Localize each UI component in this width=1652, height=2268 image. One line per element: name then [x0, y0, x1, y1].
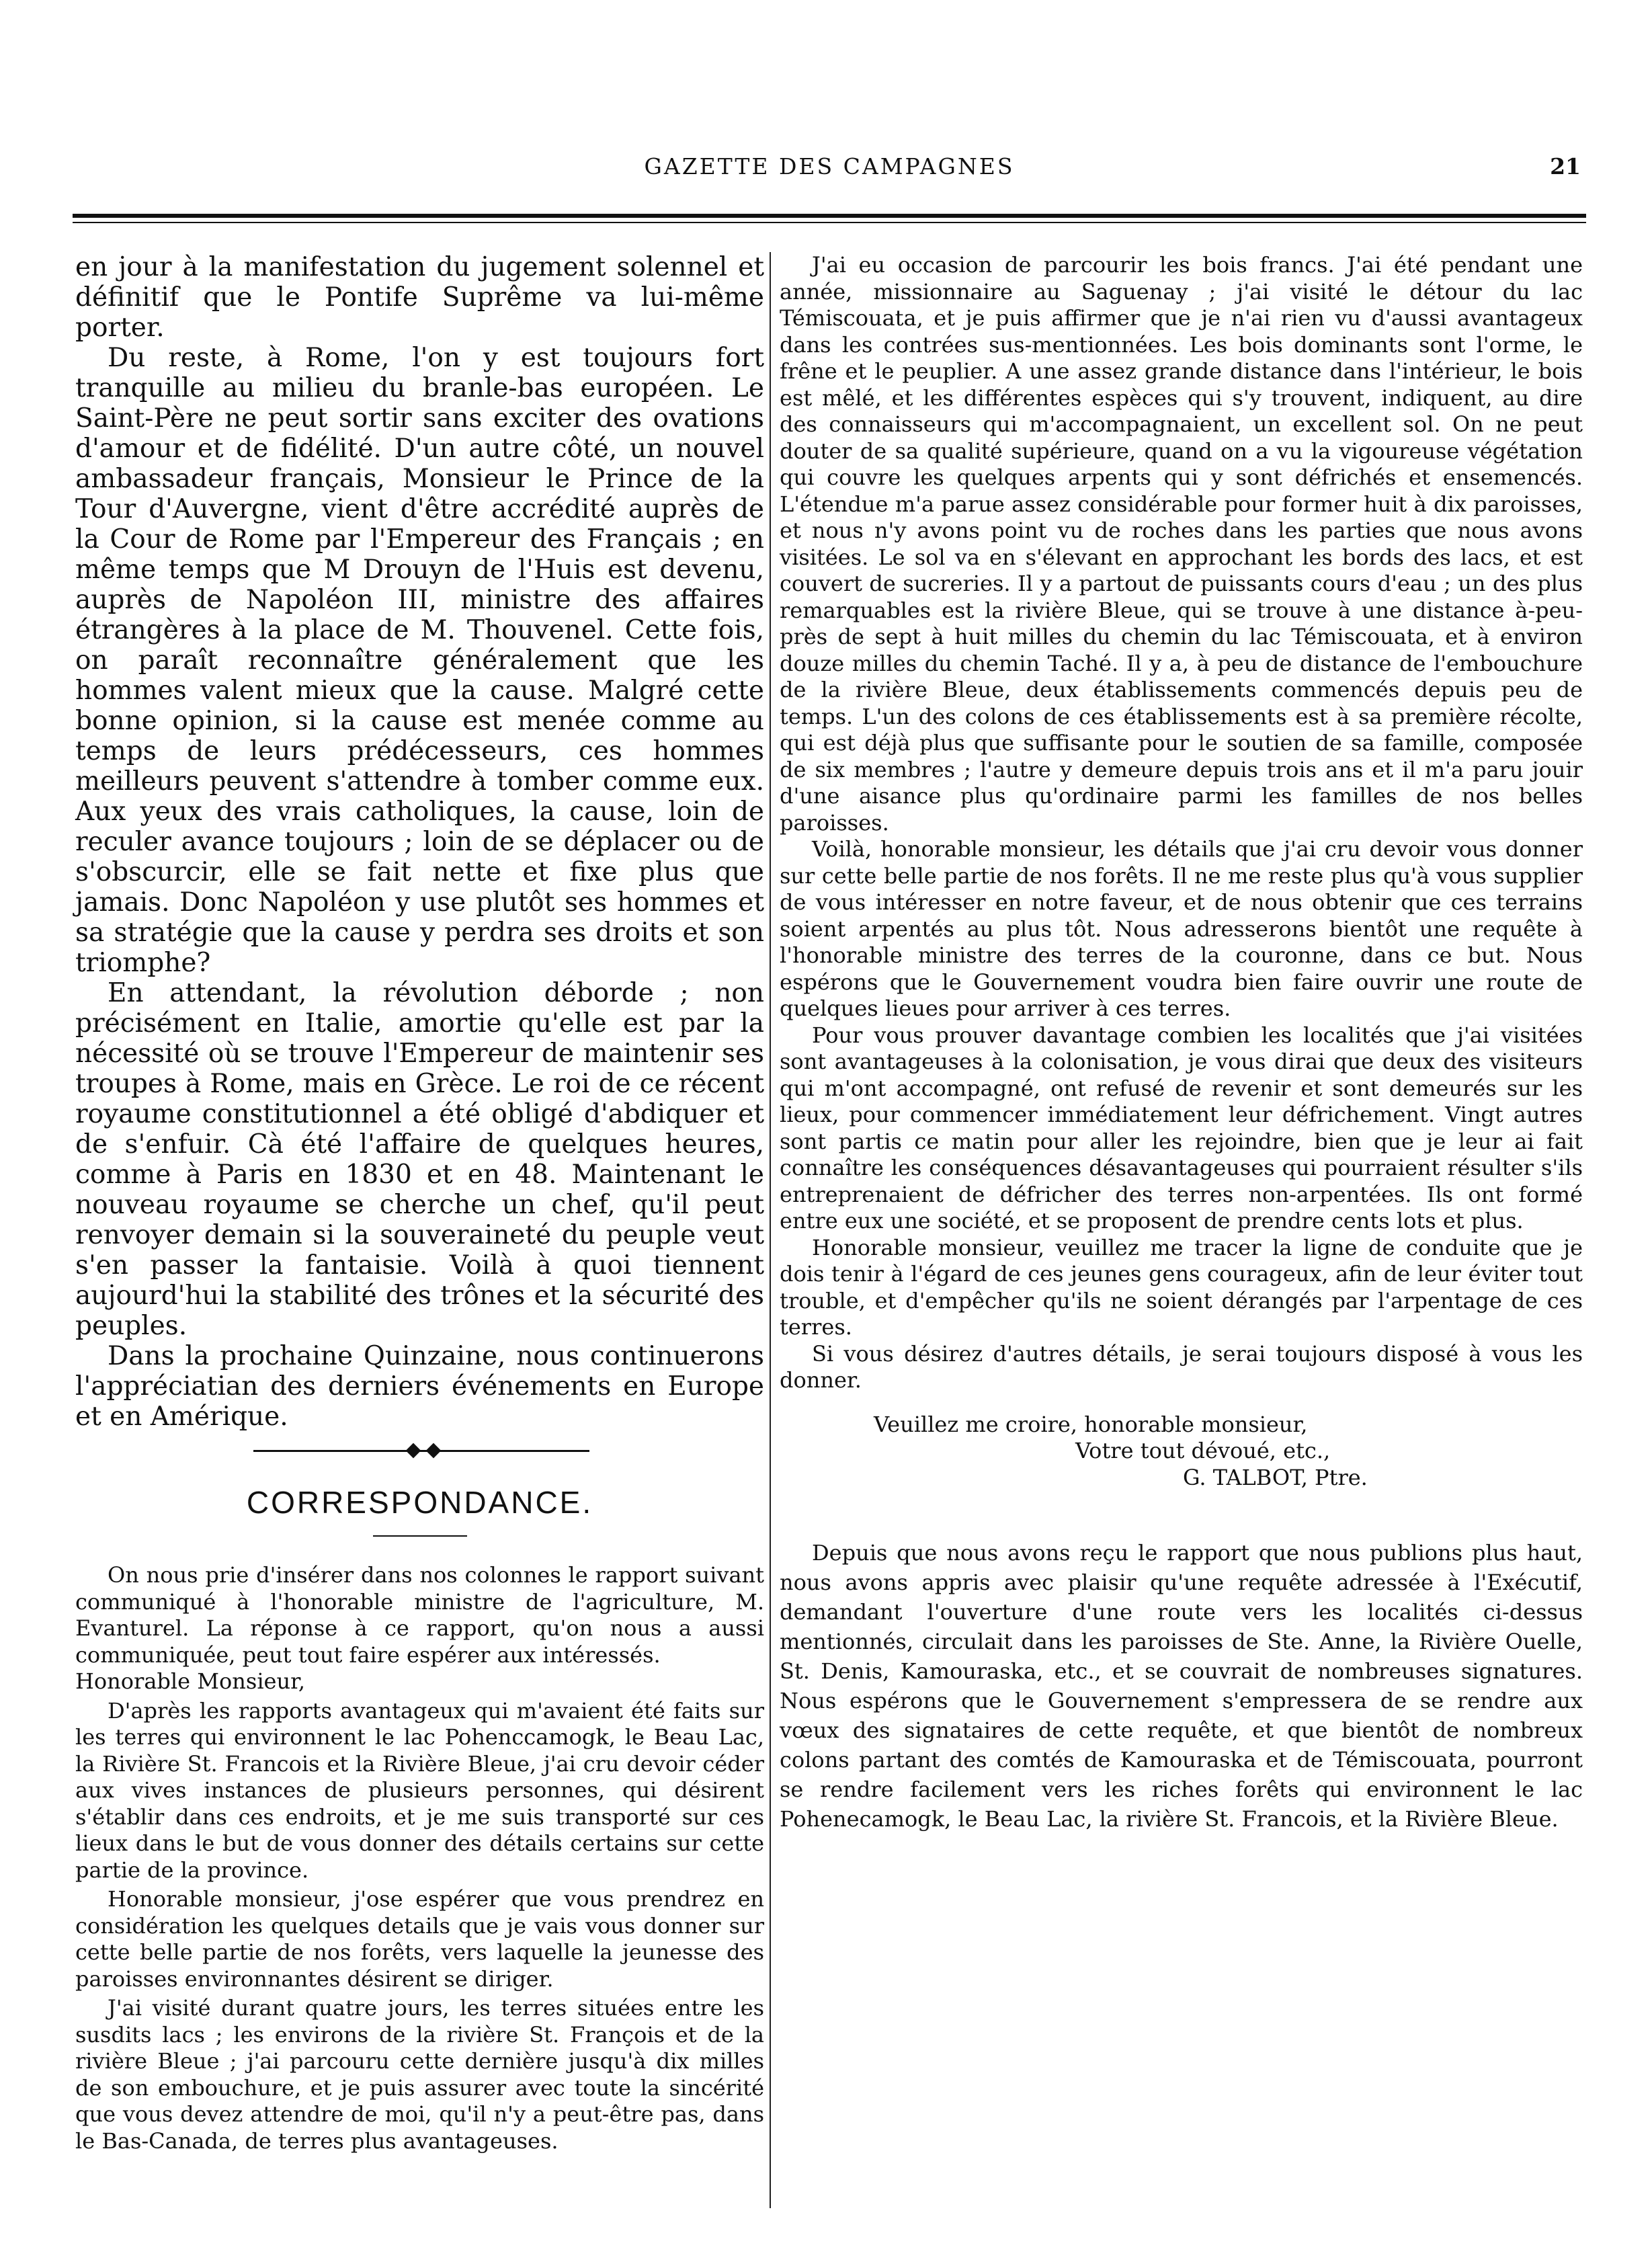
letter-paragraph: Honorable monsieur, j'ose espérer que vous prendrez en considération les quelques details que je vais vous donner sur cette belle partie de nos forêts, vers laquelle la jeunesse des paroisses environnantes désirent se diriger.	[75, 1886, 764, 1992]
letter-paragraph: J'ai visité durant quatre jours, les terres situées entre les susdits lacs ; les environs de la rivière St. François et de la rivière Bleue ; j'ai parcouru cette dernière jusqu'à dix milles de son embouchure, et je puis assurer avec toute la sincérité que vous devez attendre de moi, qu'il n'y a peut-être pas, dans le Bas-Canada, de terres plus avantageuses.	[75, 1995, 764, 2154]
header-rule-thin	[73, 222, 1586, 223]
column-divider	[770, 252, 771, 2208]
section-title: CORRESPONDANCE.	[246, 1485, 593, 1520]
letter-paragraph: Pour vous prouver davantage combien les localités que j'ai visitées sont avantageuses à la colonisation, je vous dirai que deux des visiteurs qui m'ont accompagné, ont refusé de revenir et sont demeurés sur les lieux, pour commencer immédiatement leur défrichement. Vingt autres sont partis ce matin pour aller les rejoindre, bien que je leur ai fait connaître les conséquences désavantageuses qui pourraient résulter s'ils entreprenaient de défricher des terres non-arpentées. Ils ont formé entre eux une société, et se proposent de prendre cents lots et plus.	[780, 1022, 1583, 1233]
left-column	[75, 252, 764, 2154]
article-paragraph: en jour à la manifestation du jugement solennel et définitif que le Pontife Suprême va lui-même porter.	[75, 252, 764, 343]
article-paragraph: En attendant, la révolution déborde ; non précisément en Italie, amortie qu'elle est par la nécessité où se trouve l'Empereur de maintenir ses troupes à Rome, mais en Grèce. Le roi de ce récent royaume constitutionnel a été obligé d'abdiquer et de s'enfuir. Cà été l'affaire de quelques heures, comme à Paris en 1830 et en 48. Maintenant le nouveau royaume se cherche un chef, qu'il peut renvoyer demain si la souveraineté du peuple veut s'en passer la fantaisie. Voilà à quoi tiennent aujourd'hui la stabilité des trônes et la sécurité des peuples.	[75, 978, 764, 1341]
running-title: GAZETTE DES CAMPAGNES	[644, 153, 1015, 179]
intro-paragraph: On nous prie d'insérer dans nos colonnes le rapport suivant communiqué à l'honorable ministre de l'agriculture, M. Evanturel. La réponse à ce rapport, qu'on nous a aussi communiquée, peut tout faire espérer aux intéressés.	[75, 1562, 764, 1668]
letter-closing: Votre tout dévoué, etc.,	[1075, 1438, 1331, 1463]
letter-salutation: Honorable Monsieur,	[75, 1668, 306, 1694]
editorial-note: Depuis que nous avons reçu le rapport que nous publions plus haut, nous avons appris avec plaisir qu'une requête adressée à l'Exécutif, demandant l'ouverture d'une route vers les localités ci-dessus mentionnés, circulait dans les paroisses de Ste. Anne, la Rivière Ouelle, St. Denis, Kamouraska, etc., et se couvrait de nombreuses signatures. Nous espérons que le Gouvernement s'empressera de se rendre aux vœux des signataires de cette requête, et que bientôt de nombreux colons partant des comtés de Kamouraska et de Témiscouata, pourront se rendre facilement vers les riches forêts qui environnent le lac Pohenecamogk, le Beau Lac, la rivière St. Francois, et la Rivière Bleue.	[780, 1540, 1583, 1832]
letter-signature: G. TALBOT, Ptre.	[1183, 1464, 1368, 1490]
right-column	[780, 252, 1583, 1834]
section-ornament	[75, 1437, 764, 1464]
section-title-underline	[373, 1535, 467, 1537]
letter-paragraph: Honorable monsieur, veuillez me tracer la ligne de conduite que je dois tenir à l'égard de ces jeunes gens courageux, afin de leur éviter tout trouble, et d'empêcher qu'ils ne soient dérangés par l'arpentage de ces terres.	[780, 1234, 1583, 1340]
article-paragraph: Du reste, à Rome, l'on y est toujours fort tranquille au milieu du branle-bas européen. Le Saint-Père ne peut sortir sans exciter des ovations d'amour et de fidélité. D'un autre côté, un nouvel ambassadeur français, Monsieur le Prince de la Tour d'Auvergne, vient d'être accrédité auprès de la Cour de Rome par l'Empereur des Français ; en même temps que M Drouyn de l'Huis est devenu, auprès de Napoléon III, ministre des affaires étrangères à la place de M. Thouvenel. Cette fois, on paraît reconnaître généralement que les hommes valent mieux que la cause. Malgré cette bonne opinion, si la cause est menée comme au temps de leurs prédécesseurs, ces hommes meilleurs peuvent s'attendre à tomber comme eux. Aux yeux des vrais catholiques, la cause, loin de reculer avance toujours ; loin de se déplacer ou de s'obscurcir, elle se fait nette et fixe plus que jamais. Donc Napoléon y use plutôt ses hommes et sa stratégie que la cause y perdra ses droits et son triomphe?	[75, 343, 764, 978]
letter-paragraph: D'après les rapports avantageux qui m'avaient été faits sur les terres qui environnent le lac Pohenccamogk, le Beau Lac, la Rivière St. Francois et la Rivière Bleue, j'ai cru devoir céder aux vives instances de plusieurs personnes, qui désirent s'établir dans ces endroits, et je me suis transporté sur ces lieux dans le but de vous donner des détails certains sur cette partie de la province.	[75, 1697, 764, 1883]
letter-paragraph: Voilà, honorable monsieur, les détails que j'ai cru devoir vous donner sur cette belle partie de nos forêts. Il ne me reste plus qu'à vous supplier de vous intéresser en notre faveur, et de nous obtenir que ces terrains soient arpentés au plus tôt. Nous adresserons bientôt une requête à l'honorable ministre des terres de la couronne, dans ce but. Nous espérons que le Gouvernement voudra bien faire ouvrir une route de quelques lieues pour arriver à ces terres.	[780, 836, 1583, 1021]
letter-closing: Veuillez me croire, honorable monsieur,	[874, 1411, 1308, 1437]
article-paragraph: Dans la prochaine Quinzaine, nous continuerons l'appréciatian des derniers événements en Europe et en Amérique.	[75, 1341, 764, 1432]
page-number: 21	[1550, 153, 1581, 179]
letter-paragraph: Si vous désirez d'autres détails, je serai toujours disposé à vous les donner.	[780, 1340, 1583, 1393]
page-header	[74, 153, 1585, 180]
header-rule-thick	[73, 214, 1586, 218]
letter-paragraph: J'ai eu occasion de parcourir les bois francs. J'ai été pendant une année, missionnaire au Saguenay ; j'ai visité le détour du lac Témiscouata, et je puis affirmer que je n'ai rien vu d'aussi avantageux dans les contrées sus-mentionnées. Les bois dominants sont l'orme, le frêne et le peuplier. A une assez grande distance dans l'intérieur, le bois est mêlé, et les différentes espèces qui s'y trouvent, indiquent, au dire des connaisseurs qui m'accompagnaient, un excellent sol. On ne peut douter de sa qualité supérieure, quand on a vu la vigoureuse végétation qui couvre les quelques arpents qui y sont défrichés et ensemencés. L'étendue m'a parue assez considérable pour former huit à dix paroisses, et nous n'y avons point vu de roches dans les parties que nous avons visitées. Le sol va en s'élevant en approchant les bords des lacs, et est couvert de sucreries. Il y a partout de puissants cours d'eau ; un des plus remarquables est la rivière Bleue, qui se trouve à une distance à-peu-près de sept à huit milles du chemin du lac Témiscouata, et à environ douze milles du chemin Taché. Il y a, à peu de distance de l'embouchure de la rivière Bleue, deux établissements commencés depuis peu de temps. L'un des colons de ces établissements est à sa première récolte, qui est déjà plus que suffisante pour le soutien de sa famille, composée de six membres ; l'autre y demeure depuis trois ans et il m'a paru jouir d'une aisance plus qu'ordinaire parmi les familles de nos belles paroisses.	[780, 252, 1583, 836]
